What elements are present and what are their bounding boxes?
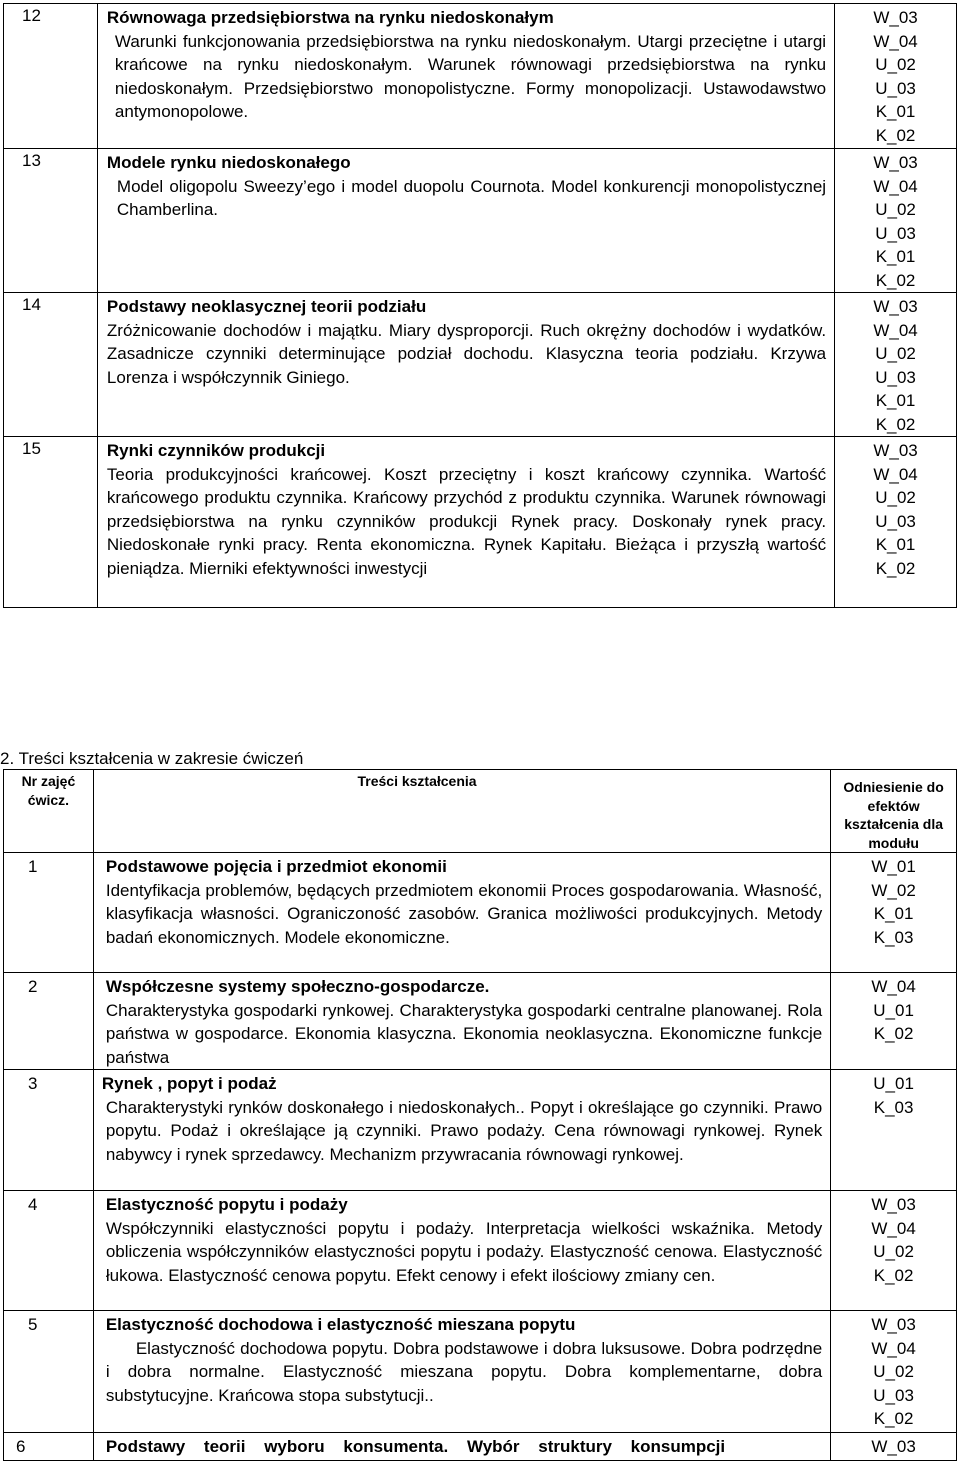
row-number: 13 [4, 149, 98, 293]
row-content [97, 437, 834, 608]
table-row [4, 973, 957, 1070]
topic-title: Modele rynku niedoskonałego [106, 153, 351, 172]
table-row [4, 293, 957, 437]
row-content [93, 1433, 830, 1461]
reference-codes [835, 149, 957, 293]
table-row [4, 1433, 957, 1461]
row-number: 4 [4, 1191, 94, 1311]
topic-title: Podstawy teorii wyboru konsumenta. Wybór struktury konsumpcji [105, 1437, 726, 1456]
row-number: 6 [4, 1433, 94, 1461]
reference-code: W_04 [871, 1218, 916, 1238]
topic-description: Charakterystyka gospodarki rynkowej. Charakterystyka gospodarki centralne planowanej. Rola państwa w gospodarce. Ekonomia klasyczna. Ekonomia neoklasyczna. Ekonomiczne funkcje państwa [105, 1000, 823, 1067]
topic-description: Elastyczność dochodowa popytu. Dobra podstawowe i dobra luksusowe. Dobra podrzędne i dobra normalne. Elastyczność mieszana popytu. Dobra komplementarne, dobra substytucyjne. Krańcowa stopa substytucji.. [105, 1338, 823, 1405]
topic-description: Współczynniki elastyczności popytu i podaży. Interpretacja wielkości wskaźnika. Metody obliczenia współczynników elastyczności popytu i podaży. Elastyczność cenowa. Elastyczność łukowa. Elastyczność cenowa popytu. Efekt cenowy i efekt ilościowy zmiany cen. [105, 1218, 823, 1285]
topic-title: Współczesne systemy społeczno-gospodarcze. [105, 977, 490, 996]
reference-codes [831, 1311, 957, 1433]
topic-title: Rynki czynników produkcji [106, 441, 326, 460]
reference-code: U_03 [875, 511, 916, 531]
reference-codes [831, 1433, 957, 1461]
reference-code: K_02 [873, 1265, 914, 1285]
reference-code: W_04 [871, 1338, 916, 1358]
row-content [97, 293, 834, 437]
reference-code: U_02 [875, 200, 916, 219]
reference-code: K_01 [875, 535, 916, 554]
row-content [93, 853, 830, 973]
topic-description: Teoria produkcyjności krańcowej. Koszt przeciętny i koszt krańcowy czynnika. Wartość krańcowego produktu czynnika. Krańcowy przychód z produktu czynnika. Warunek równowagi przedsiębiorstwa na rynku czynników produkcji Rynek pracy. Doskonały rynek pracy. Niedoskonałe rynki pracy. Renta ekonomiczna. Rynek Kapitału. Bieżąca i przyszłą wartość pieniądza. Mierniki efektywności inwestycji [106, 464, 827, 578]
row-number: 14 [4, 293, 98, 437]
topic-description: Charakterystyki rynków doskonałego i niedoskonałych.. Popyt i określające go czynniki. Prawo popytu. Podaż i określające ją czynniki. Prawo podaży. Cena równowagi rynkowej. Rynek nabywcy i rynek sprzedawcy. Mechanizm przywracania równowagi rynkowej. [105, 1097, 823, 1164]
reference-code: K_03 [873, 1097, 914, 1117]
column-header-reference: Odniesienie do efektów kształcenia dla modułu [831, 770, 957, 853]
row-number: 1 [4, 853, 94, 973]
row-content [93, 1311, 830, 1433]
reference-code: W_03 [871, 1195, 916, 1214]
reference-codes [831, 853, 957, 973]
reference-codes [831, 1070, 957, 1191]
table-row [4, 853, 957, 973]
reference-codes [835, 437, 957, 608]
reference-code: U_03 [875, 367, 916, 387]
topics-table [3, 3, 957, 608]
reference-code: U_02 [875, 488, 916, 507]
reference-code: K_01 [873, 904, 914, 923]
table-row [4, 1070, 957, 1191]
reference-code: U_03 [873, 1385, 914, 1405]
topic-title: Elastyczność popytu i podaży [105, 1195, 348, 1214]
row-content [93, 1070, 830, 1191]
row-number: 3 [4, 1070, 94, 1191]
reference-code: W_03 [873, 8, 918, 27]
reference-code: K_03 [873, 927, 914, 947]
row-number: 5 [4, 1311, 94, 1433]
reference-code: W_04 [873, 320, 918, 340]
topic-description: Warunki funkcjonowania przedsiębiorstwa na rynku niedoskonałym. Utargi przeciętne i utargi krańcowe na rynku niedoskonałym. Warunek równowagi przedsiębiorstwa na rynku niedoskonałym. Przedsiębiorstwo monopolistyczne. Formy monopolizacji. Ustawodawstwo antymonopolowe. [114, 31, 827, 121]
topic-description: Model oligopolu Sweezy’ego i model duopolu Cournota. Model konkurencji monopolistycznej Chamberlina. [116, 176, 827, 219]
reference-code: W_04 [871, 977, 916, 996]
reference-code: U_03 [875, 223, 916, 243]
reference-code: K_02 [875, 270, 916, 290]
reference-code: U_02 [873, 1362, 914, 1381]
table-row [4, 1191, 957, 1311]
reference-code: K_01 [875, 247, 916, 266]
reference-code: W_04 [873, 31, 918, 51]
reference-code: W_03 [873, 441, 918, 460]
row-number: 12 [4, 4, 98, 149]
reference-code: U_01 [873, 1000, 914, 1020]
table-row [4, 149, 957, 293]
reference-code: K_02 [875, 414, 916, 434]
reference-code: W_03 [871, 1315, 916, 1334]
reference-code: W_04 [873, 464, 918, 484]
reference-code: W_03 [873, 153, 918, 172]
reference-code: K_01 [875, 391, 916, 410]
row-content [97, 4, 834, 149]
reference-code: W_02 [871, 880, 916, 900]
topic-description: Zróżnicowanie dochodów i majątku. Miary dysproporcji. Ruch okrężny dochodów i wydatków. Zasadnicze czynniki determinujące podział dochodu. Klasyczna teoria podziału. Krzywa Lorenza i współczynnik Giniego. [106, 320, 827, 387]
table-row [4, 1311, 957, 1433]
reference-code: W_04 [873, 176, 918, 196]
column-header-number: Nr zajęć ćwicz. [4, 770, 94, 853]
topic-title: Rynek , popyt i podaż [101, 1074, 277, 1093]
row-content [93, 973, 830, 1070]
topic-title: Równowaga przedsiębiorstwa na rynku niedoskonałym [106, 8, 554, 27]
row-number: 15 [4, 437, 98, 608]
row-content [93, 1191, 830, 1311]
reference-code: W_01 [871, 857, 916, 876]
reference-code: W_03 [873, 297, 918, 316]
reference-code: K_01 [875, 102, 916, 121]
column-header-content: Treści kształcenia [93, 770, 830, 853]
reference-code: W_03 [871, 1437, 916, 1456]
reference-code: U_02 [875, 344, 916, 363]
section-heading: 2. Treści kształcenia w zakresie ćwiczeń [0, 749, 304, 768]
table-row [4, 437, 957, 608]
reference-code: U_02 [873, 1242, 914, 1261]
reference-code: K_02 [873, 1024, 914, 1043]
table-header-row [4, 770, 957, 853]
reference-codes [835, 4, 957, 149]
table-row [4, 4, 957, 149]
exercise-topics-table [3, 769, 957, 1461]
reference-code: K_02 [875, 558, 916, 578]
topic-title: Podstawowe pojęcia i przedmiot ekonomii [105, 857, 447, 876]
reference-codes [831, 1191, 957, 1311]
row-content [97, 149, 834, 293]
reference-code: K_02 [873, 1409, 914, 1428]
topic-title: Podstawy neoklasycznej teorii podziału [106, 297, 427, 316]
reference-code: U_03 [875, 78, 916, 98]
row-number: 2 [4, 973, 94, 1070]
topic-title: Elastyczność dochodowa i elastyczność mieszana popytu [105, 1315, 576, 1334]
topic-description: Identyfikacja problemów, będących przedmiotem ekonomii Proces gospodarowania. Własność, klasyfikacja własności. Ograniczoność zasobów. Granica możliwości produkcyjnych. Metody badań ekonomicznych. Modele ekonomiczne. [105, 880, 823, 947]
reference-code: K_02 [875, 125, 916, 145]
reference-codes [835, 293, 957, 437]
reference-code: U_01 [873, 1074, 914, 1093]
reference-codes [831, 973, 957, 1070]
reference-code: U_02 [875, 55, 916, 74]
